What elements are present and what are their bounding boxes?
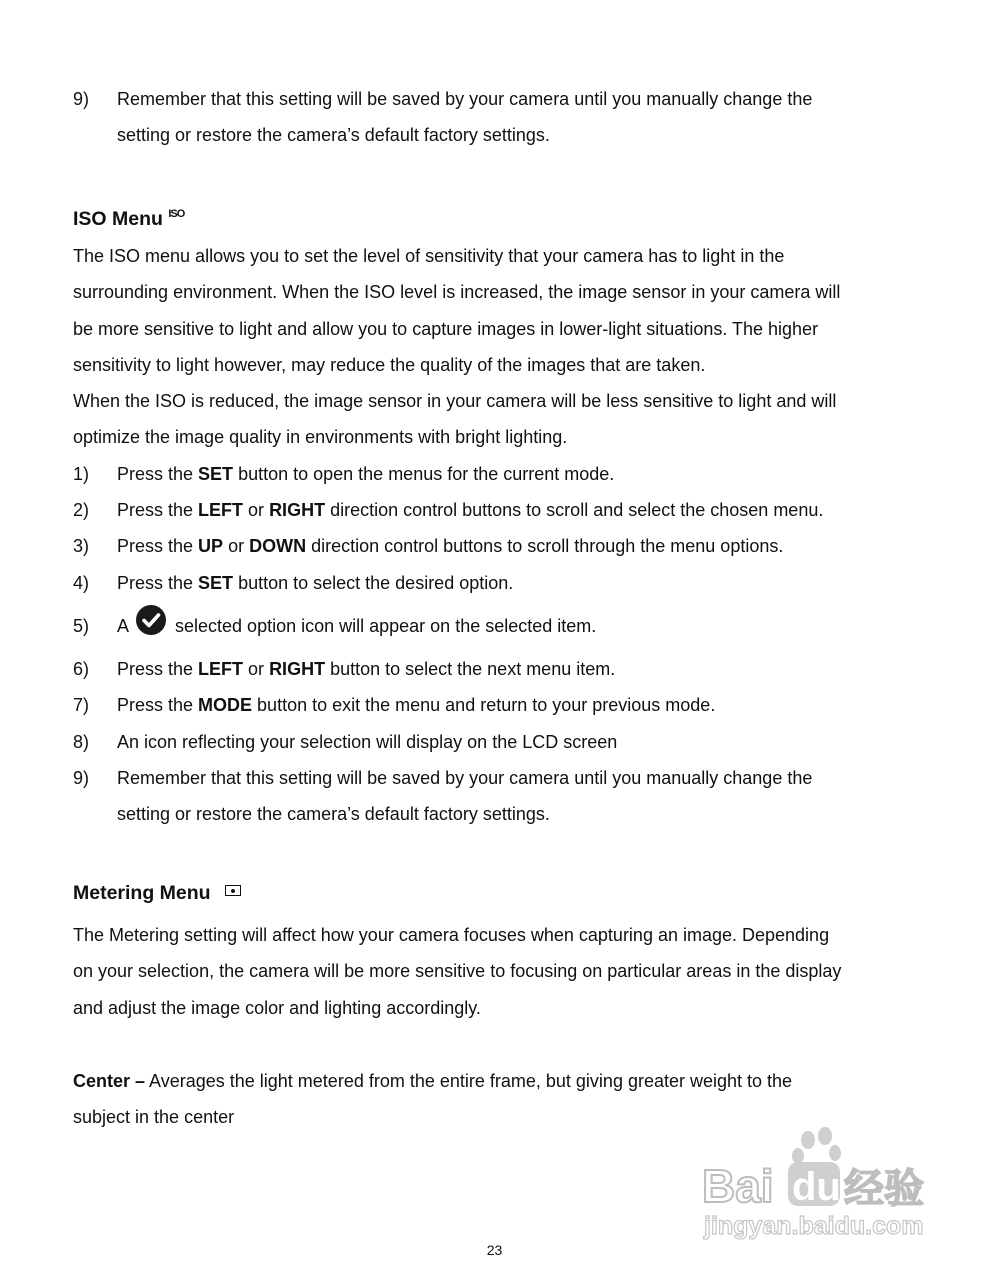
paragraph-line: The ISO menu allows you to set the level of sensitivity that your camera has to light in the [73,246,785,266]
paragraph-line: optimize the image quality in environments with bright lighting. [73,427,568,448]
list-item: 9) Remember that this setting will be saved by your camera until you manually change the [73,760,933,796]
step-number: 6) [73,658,90,679]
section-heading: Metering Menu [73,875,933,911]
step-number: 7) [73,695,90,716]
paragraph-line: subject in the center [73,1107,235,1128]
list-item: 1) Press the SET button to open the menus for the current mode. [73,456,933,492]
list-item [73,81,933,117]
option-label: Center – [73,1071,146,1091]
list-item: 8) An icon reflecting your selection will display on the LCD screen [73,724,933,760]
paragraph-line: When the ISO is reduced, the image sensor in your camera will be less sensitive to light and will [73,391,837,412]
list-item: 4) Press the SET button to select the desired option. [73,565,933,601]
watermark-brand2: du [792,1165,841,1209]
page-number: 23 [486,1242,503,1258]
step-text: setting or restore the camera’s default factory settings. [117,125,550,146]
list-item-continuation [73,117,933,153]
list-item: 3) Press the UP or DOWN direction control buttons to scroll through the menu options. [73,528,933,564]
spot-metering-icon [225,885,241,896]
watermark-cn: 经验 [844,1166,924,1212]
list-item-continuation: setting or restore the camera’s default factory settings. [117,804,550,825]
paragraph-line: Center – Averages the light metered from the entire frame, but giving greater weight to the [73,1071,793,1091]
step-number: 9) [73,89,90,109]
metering-body [73,917,933,1026]
step-number: 9) [73,767,90,788]
paragraph-line: The Metering setting will affect how your camera focuses when capturing an image. Depending [73,925,830,945]
paragraph-line: surrounding environment. When the ISO level is increased, the image sensor in your camera will [73,282,841,303]
intro-step [73,81,933,154]
paragraph-line: sensitivity to light however, may reduce the quality of the images that are taken. [73,354,706,375]
iso-body [73,238,933,832]
paragraph-line: on your selection, the camera will be more sensitive to focusing on particular areas in the display [73,961,842,982]
paragraph-line: be more sensitive to light and allow you to capture images in lower-light situations. The higher [73,318,819,339]
list-item: 7) Press the MODE button to exit the menu and return to your previous mode. [73,687,933,723]
list-item: 2) Press the LEFT or RIGHT direction control buttons to scroll and select the chosen menu. [73,492,933,528]
step-number: 3) [73,536,90,557]
checkmark-icon [135,604,167,636]
metering-section [73,875,933,911]
baidu-watermark-logo [700,1126,940,1246]
step-number: 1) [73,463,90,484]
step-number: 2) [73,500,90,521]
watermark-brand: Bai [702,1160,774,1212]
watermark-url: jingyan.baidu.com [704,1212,924,1240]
step-text: Remember that this setting will be saved by your camera until you manually change the [117,89,813,109]
list-item: 6) Press the LEFT or RIGHT button to select the next menu item. [73,651,933,687]
step-number: 5) [73,615,90,636]
iso-section [73,196,933,232]
step-number: 8) [73,731,90,752]
list-item: 5) A selected option icon will appear on the selected item. [73,601,933,651]
step-number: 4) [73,572,90,593]
paragraph-line: and adjust the image color and lighting accordingly. [73,997,481,1018]
iso-icon: ISO [168,208,185,220]
center-option [73,1063,933,1136]
section-heading: ISO Menu $^{ISO}$ [73,208,185,230]
